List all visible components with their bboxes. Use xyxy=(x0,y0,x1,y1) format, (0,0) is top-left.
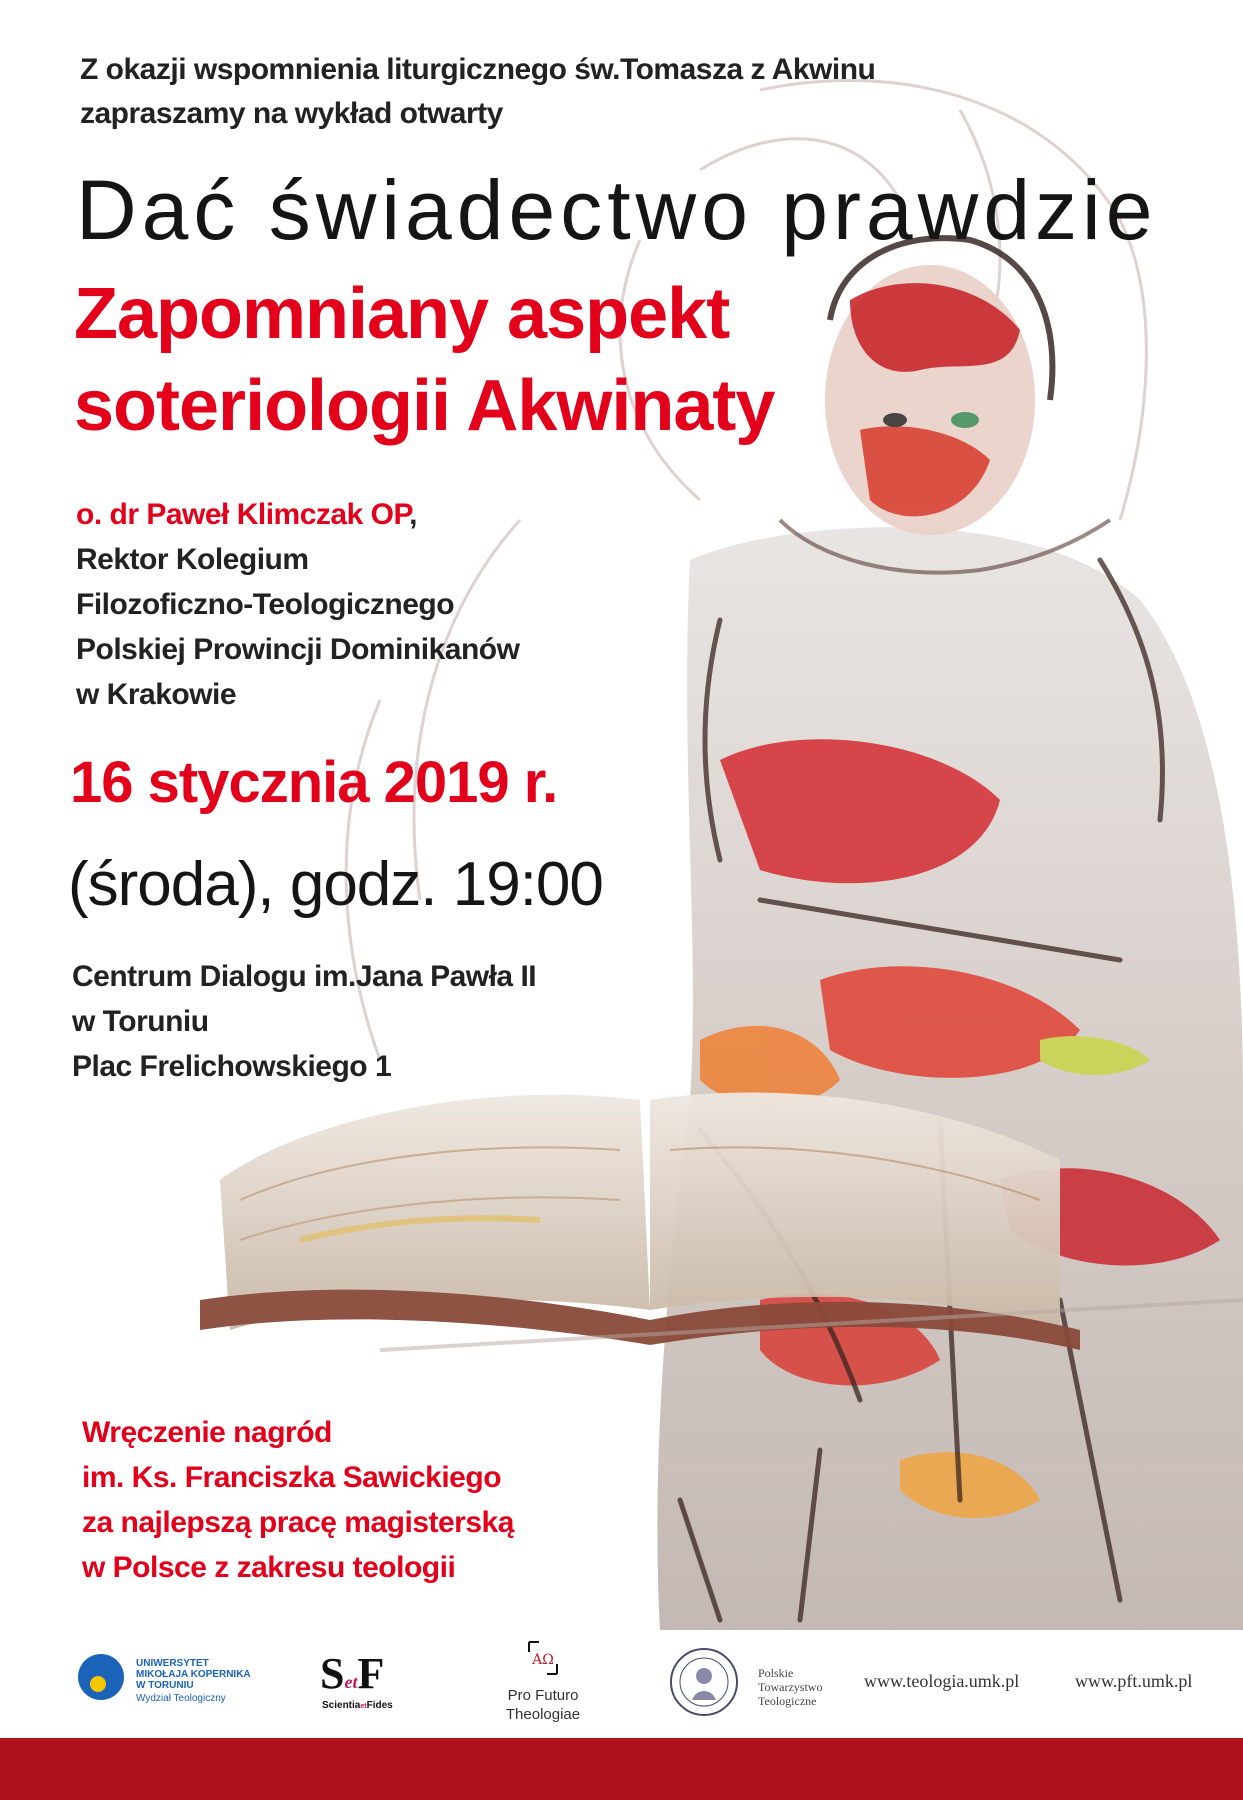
sef-s: S xyxy=(320,1649,345,1698)
teologia-umk-link[interactable]: www.teologia.umk.pl xyxy=(864,1671,1020,1691)
ptt-line-2: Towarzystwo xyxy=(758,1680,823,1694)
sef-f: F xyxy=(357,1649,385,1698)
event-time: (środa), godz. 19:00 xyxy=(68,850,603,919)
alpha-omega-mark: AΩ xyxy=(532,1652,554,1668)
pro-futuro-theologiae-logo[interactable] xyxy=(498,1636,588,1726)
umk-line-3: W TORUNIU xyxy=(136,1680,194,1691)
lecture-subtitle-line-2: soteriologii Akwinaty xyxy=(74,366,775,446)
pft-text xyxy=(498,1686,588,1724)
speaker-name: o. dr Paweł Klimczak OP xyxy=(76,498,410,531)
venue-line-3: Plac Frelichowskiego 1 xyxy=(72,1050,392,1083)
ptt-logo[interactable] xyxy=(668,1636,858,1726)
pft-umk-link[interactable]: www.pft.umk.pl xyxy=(1075,1671,1193,1691)
umk-line-2: MIKOŁAJA KOPERNIKA xyxy=(136,1669,251,1680)
umk-line-4: Wydział Teologiczny xyxy=(136,1693,226,1704)
footer-bar xyxy=(0,1738,1243,1800)
umk-line-1: UNIWERSYTET xyxy=(136,1658,209,1669)
speaker-block xyxy=(76,492,596,717)
speaker-name-suffix: , xyxy=(409,498,417,531)
ptt-text xyxy=(758,1666,822,1708)
award-line-4: w Polsce z zakresu teologii xyxy=(82,1551,456,1584)
speaker-role-line-4: w Krakowie xyxy=(76,678,237,711)
pft-line-1: Pro Futuro xyxy=(507,1687,579,1704)
umk-logo-text xyxy=(136,1658,251,1704)
sef-caption-et: et xyxy=(360,1703,367,1710)
award-line-3: za najlepszą pracę magisterską xyxy=(82,1506,514,1539)
sef-caption-left: Scientia xyxy=(322,1700,361,1711)
umk-emblem-icon xyxy=(78,1654,124,1700)
intro-text xyxy=(80,48,900,136)
sef-caption xyxy=(322,1700,393,1711)
lecture-title: Dać świadectwo prawdzie xyxy=(76,163,1158,257)
ptt-line-3: Teologiczne xyxy=(758,1694,817,1708)
speaker-role-line-1: Rektor Kolegium xyxy=(76,543,309,576)
venue-line-2: w Toruniu xyxy=(72,1005,209,1038)
intro-line-1: Z okazji wspomnienia liturgicznego św.Tomasza z Akwinu xyxy=(80,53,876,86)
sef-mark xyxy=(320,1650,384,1706)
venue-line-1: Centrum Dialogu im.Jana Pawła II xyxy=(72,960,537,993)
speaker-role-line-2: Filozoficzno-Teologicznego xyxy=(76,588,455,621)
pft-line-2: Theologiae xyxy=(505,1706,581,1723)
scientia-et-fides-logo[interactable] xyxy=(320,1636,430,1726)
open-book xyxy=(200,1093,1080,1351)
intro-line-2: zapraszamy na wykład otwarty xyxy=(80,97,503,130)
sef-et: et xyxy=(344,1672,358,1692)
award-block xyxy=(82,1410,602,1590)
lecture-subtitle xyxy=(74,268,974,452)
award-line-2: im. Ks. Franciszka Sawickiego xyxy=(82,1461,502,1494)
sef-caption-right: Fides xyxy=(366,1700,393,1711)
alpha-omega-icon xyxy=(523,1638,563,1678)
award-line-1: Wręczenie nagród xyxy=(82,1416,332,1449)
lecture-subtitle-line-1: Zapomniany aspekt xyxy=(74,274,730,354)
event-date: 16 stycznia 2019 r. xyxy=(70,750,558,815)
speaker-role-line-3: Polskiej Prowincji Dominikanów xyxy=(76,633,520,666)
ptt-line-1: Polskie xyxy=(758,1666,794,1680)
umk-logo[interactable] xyxy=(78,1636,278,1726)
venue-block xyxy=(72,954,592,1089)
speaker-name-line xyxy=(76,492,596,537)
ptt-seal-icon xyxy=(668,1646,740,1718)
